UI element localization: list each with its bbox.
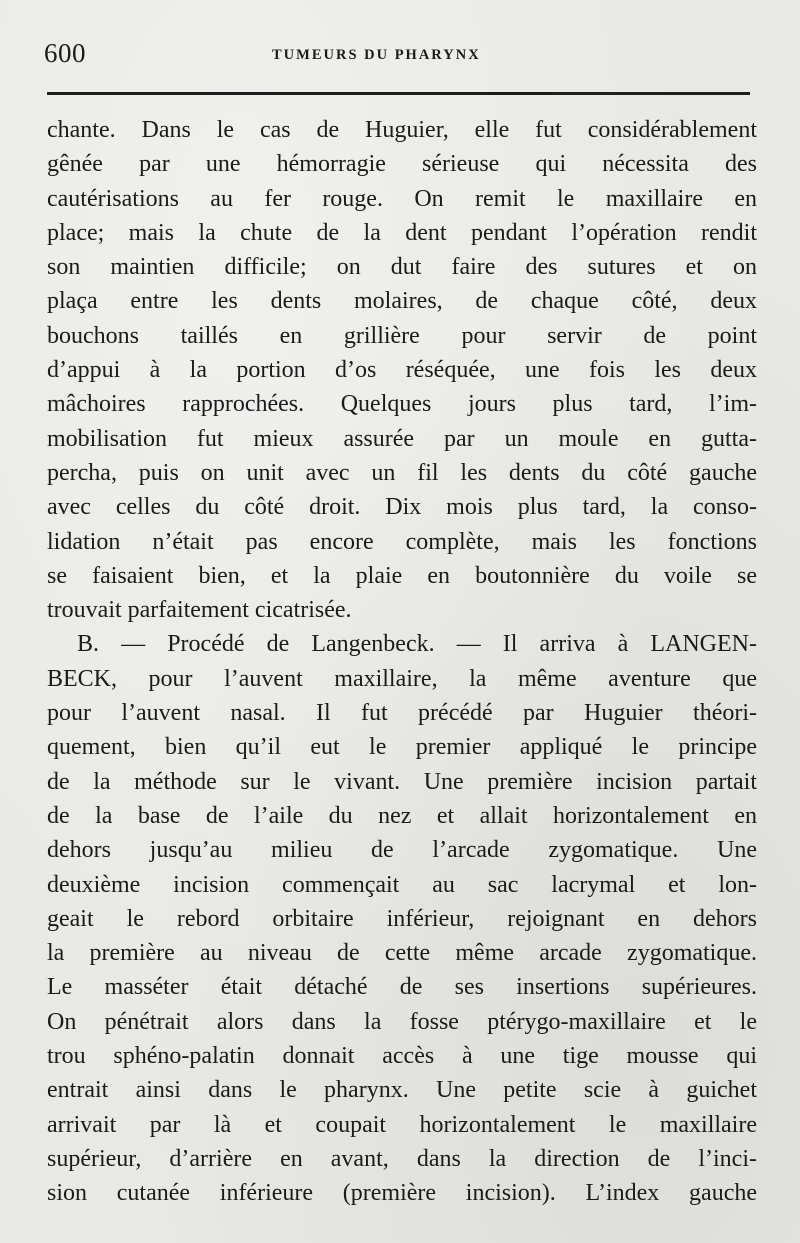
running-title: TUMEURS DU PHARYNX [272, 47, 481, 63]
text-line: dehors jusqu’au milieu de l’arcade zygomatique. Une [47, 837, 757, 864]
running-head [44, 38, 750, 78]
text-line: entrait ainsi dans le pharynx. Une petite scie à guichet [47, 1077, 757, 1104]
text-line: la première au niveau de cette même arcade zygomatique. [47, 940, 757, 967]
text-line: supérieur, d’arrière en avant, dans la direction de l’inci- [47, 1145, 757, 1172]
text-line: geait le rebord orbitaire inférieur, rejoignant en dehors [47, 905, 757, 932]
text-line: bouchons taillés en grillière pour servir de point [47, 322, 757, 349]
text-line: percha, puis on unit avec un fil les dents du côté gauche [47, 459, 757, 486]
text-line: de la méthode sur le vivant. Une première incision partait [47, 768, 757, 795]
text-line: mâchoires rapprochées. Quelques jours plus tard, l’im- [47, 391, 757, 418]
page-number: 600 [44, 38, 86, 68]
text-line-section-start: B. — Procédé de Langenbeck. — Il arriva à LANGEN- [77, 631, 757, 658]
text-line: gênée par une hémorragie sérieuse qui nécessita des [47, 151, 757, 178]
text-line: son maintien difficile; on dut faire des sutures et on [47, 254, 757, 281]
text-line: plaça entre les dents molaires, de chaque côté, deux [47, 288, 757, 315]
header-rule [47, 92, 750, 95]
text-line: mobilisation fut mieux assurée par un moule en gutta- [47, 425, 757, 452]
text-line: se faisaient bien, et la plaie en boutonnière du voile se [47, 562, 757, 589]
text-line-paragraph-end: trouvait parfaitement cicatrisée. [47, 597, 352, 624]
text-line: avec celles du côté droit. Dix mois plus tard, la conso- [47, 494, 757, 521]
text-line: de la base de l’aile du nez et allait horizontalement en [47, 802, 757, 829]
text-line: quement, bien qu’il eut le premier appliqué le principe [47, 734, 757, 761]
text-line: place; mais la chute de la dent pendant l’opération rendit [47, 219, 757, 246]
text-line: sion cutanée inférieure (première incision). L’index gauche [47, 1180, 757, 1207]
text-line: On pénétrait alors dans la fosse ptérygo-maxillaire et le [47, 1008, 757, 1035]
text-line: trou sphéno-palatin donnait accès à une tige mousse qui [47, 1043, 757, 1070]
text-line: Le masséter était détaché de ses insertions supérieures. [47, 974, 757, 1001]
text-line: d’appui à la portion d’os réséquée, une fois les deux [47, 357, 757, 384]
text-line: cautérisations au fer rouge. On remit le maxillaire en [47, 185, 757, 212]
body-text [47, 113, 757, 1211]
text-line: lidation n’était pas encore complète, mais les fonctions [47, 528, 757, 555]
text-line: chante. Dans le cas de Huguier, elle fut considérablement [47, 117, 757, 143]
text-line: deuxième incision commençait au sac lacrymal et lon- [47, 871, 757, 898]
text-line: arrivait par là et coupait horizontalement le maxillaire [47, 1111, 757, 1138]
text-line: pour l’auvent nasal. Il fut précédé par Huguier théori- [47, 700, 757, 727]
text-line: BECK, pour l’auvent maxillaire, la même aventure que [47, 665, 757, 692]
